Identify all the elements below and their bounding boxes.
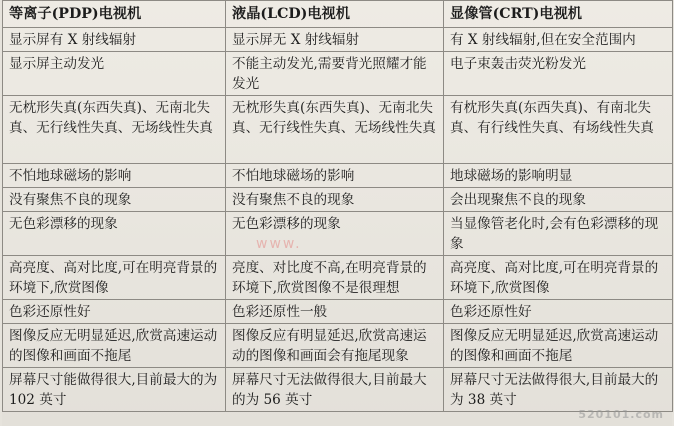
- cell-crt: 屏幕尺寸无法做得很大,目前最大的为 38 英寸: [444, 368, 673, 412]
- cell-pdp: 图像反应无明显延迟,欣赏高速运动的图像和画面不拖尾: [3, 324, 226, 368]
- cell-pdp: 屏幕尺寸能做得很大,目前最大的为 102 英寸: [3, 368, 226, 412]
- cell-lcd: 色彩还原性一般: [226, 300, 444, 324]
- table-row: [3, 212, 673, 256]
- cell-pdp: 无枕形失真(东西失真)、无南北失真、无行线性失真、无场线性失真: [3, 96, 226, 164]
- cell-pdp: 显示屏主动发光: [3, 52, 226, 96]
- cell-lcd: 不怕地球磁场的影响: [226, 164, 444, 188]
- cell-pdp: 显示屏有 X 射线辐射: [3, 28, 226, 52]
- document-page: [2, 0, 672, 426]
- table-row: [3, 28, 673, 52]
- cell-lcd: 图像反应有明显延迟,欣赏高速运动的图像和画面会有拖尾现象: [226, 324, 444, 368]
- cell-crt: 图像反应无明显延迟,欣赏高速运动的图像和画面不拖尾: [444, 324, 673, 368]
- tv-comparison-table: [2, 0, 673, 412]
- cell-lcd: 亮度、对比度不高,在明亮背景的环境下,欣赏图像不是很理想: [226, 256, 444, 300]
- cell-pdp: 无色彩漂移的现象: [3, 212, 226, 256]
- cell-crt: 当显像管老化时,会有色彩漂移的现象: [444, 212, 673, 256]
- center-watermark: www.: [256, 236, 302, 252]
- table-header-row: [3, 1, 673, 28]
- cell-crt: 高亮度、高对比度,可在明亮背景的环境下,欣赏图像: [444, 256, 673, 300]
- header-pdp: 等离子(PDP)电视机: [3, 1, 226, 28]
- table-row: [3, 324, 673, 368]
- table-row: [3, 164, 673, 188]
- table-row: [3, 300, 673, 324]
- cell-pdp: 色彩还原性好: [3, 300, 226, 324]
- cell-crt: 色彩还原性好: [444, 300, 673, 324]
- cell-crt: 电子束轰击荧光粉发光: [444, 52, 673, 96]
- cell-lcd: 没有聚焦不良的现象: [226, 188, 444, 212]
- cell-crt: 地球磁场的影响明显: [444, 164, 673, 188]
- cell-lcd: 不能主动发光,需要背光照耀才能发光: [226, 52, 444, 96]
- cell-pdp: 不怕地球磁场的影响: [3, 164, 226, 188]
- header-lcd: 液晶(LCD)电视机: [226, 1, 444, 28]
- cell-crt: 会出现聚焦不良的现象: [444, 188, 673, 212]
- table-row: [3, 96, 673, 164]
- cell-pdp: 没有聚焦不良的现象: [3, 188, 226, 212]
- table-row: [3, 368, 673, 412]
- cell-lcd: 无色彩漂移的现象: [226, 212, 444, 256]
- table-row: [3, 52, 673, 96]
- table-row: [3, 256, 673, 300]
- cell-pdp: 高亮度、高对比度,可在明亮背景的环境下,欣赏图像: [3, 256, 226, 300]
- cell-crt: 有 X 射线辐射,但在安全范围内: [444, 28, 673, 52]
- header-crt: 显像管(CRT)电视机: [444, 1, 673, 28]
- corner-watermark-logo: 520101.com: [578, 408, 664, 421]
- cell-crt: 有枕形失真(东西失真)、有南北失真、有行线性失真、有场线性失真: [444, 96, 673, 164]
- cell-lcd: 屏幕尺寸无法做得很大,目前最大的为 56 英寸: [226, 368, 444, 412]
- table-row: [3, 188, 673, 212]
- cell-lcd: 无枕形失真(东西失真)、无南北失真、无行线性失真、无场线性失真: [226, 96, 444, 164]
- cell-lcd: 显示屏无 X 射线辐射: [226, 28, 444, 52]
